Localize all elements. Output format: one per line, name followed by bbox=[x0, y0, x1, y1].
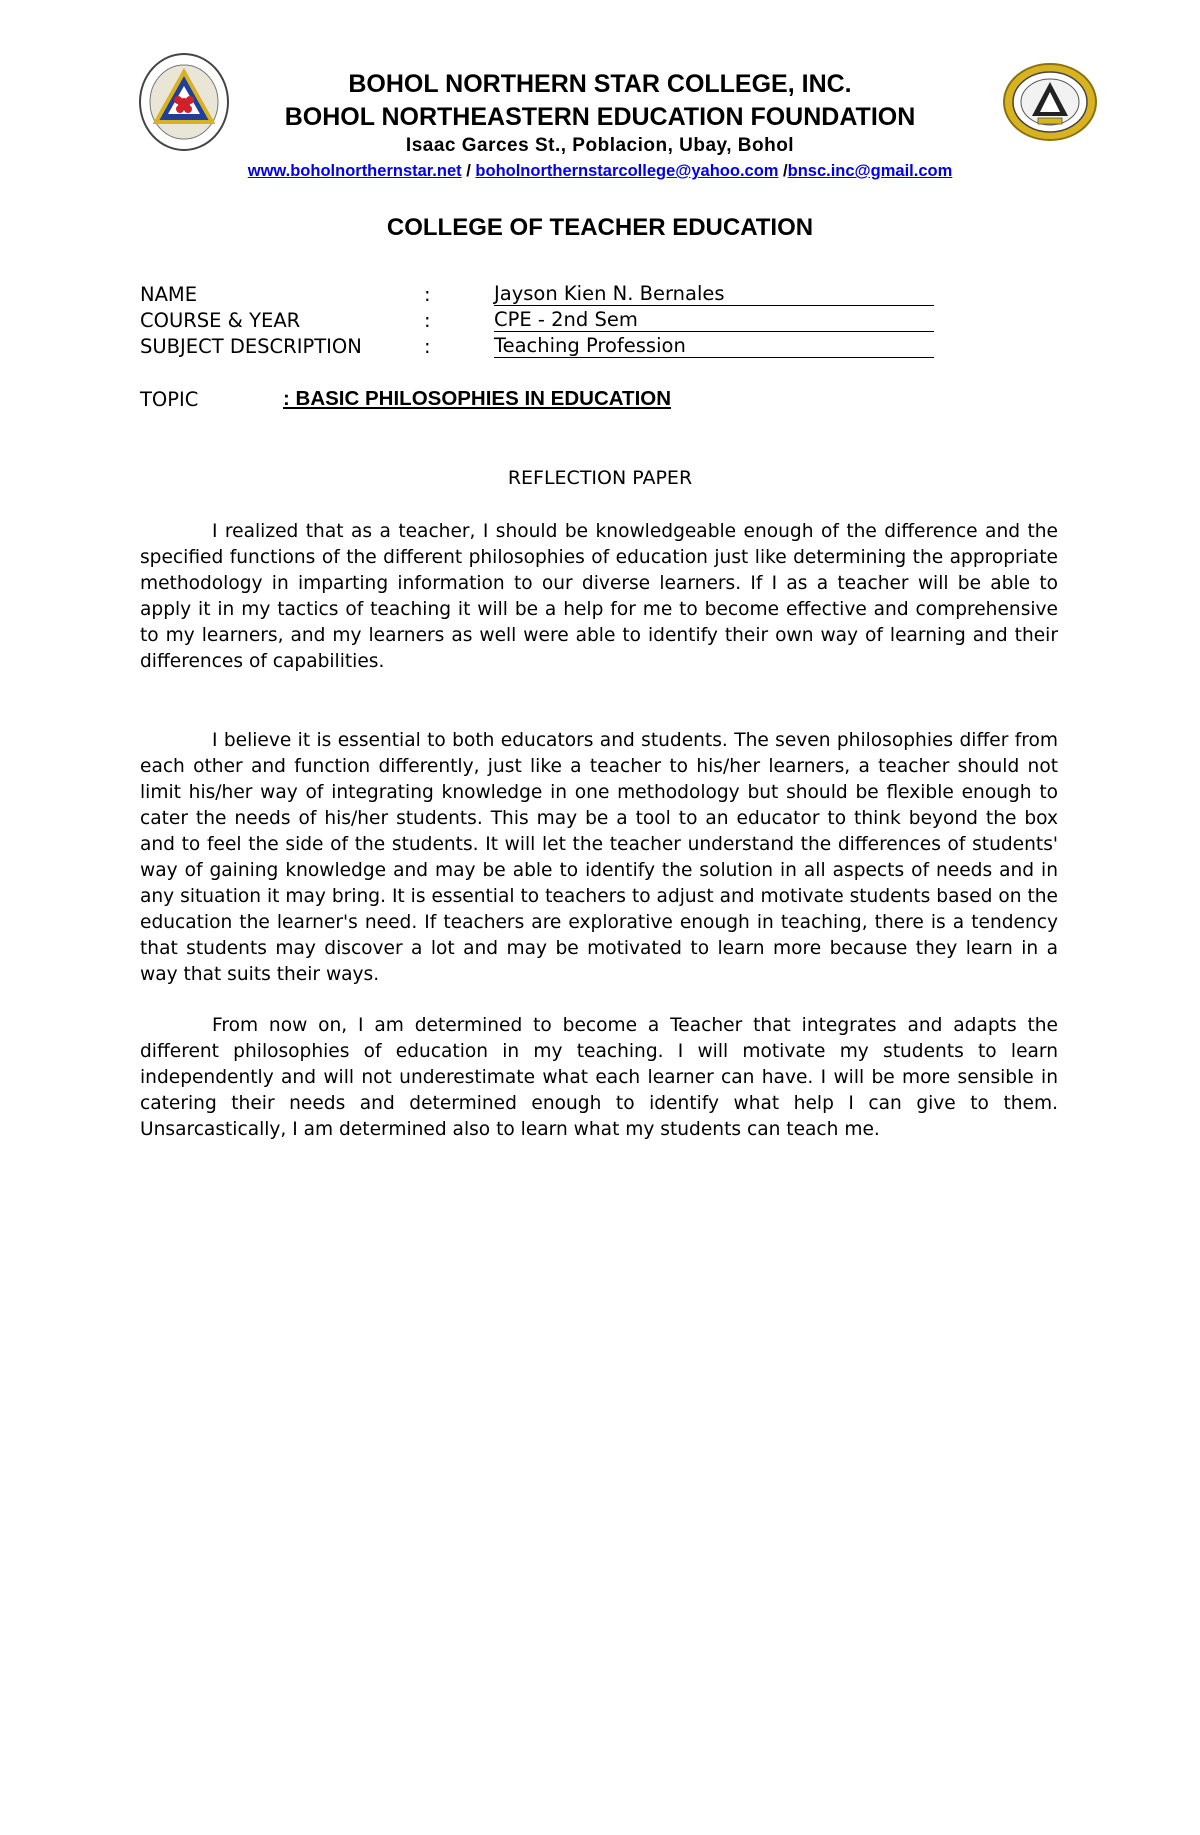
topic-label: TOPIC bbox=[140, 388, 199, 411]
reflection-paper-title: REFLECTION PAPER bbox=[507, 467, 693, 489]
subject-value: Teaching Profession bbox=[494, 335, 934, 358]
subject-label: SUBJECT DESCRIPTION bbox=[140, 335, 362, 358]
address-line: Isaac Garces St., Poblacion, Ubay, Bohol bbox=[405, 135, 795, 156]
paragraph-2: I believe it is essential to both educators and students. The seven philosophies differ from each other and function differently, just like a teacher to his/her learners, a teacher should not limit his/her way of integrating knowledge in one methodology but should be flexible enough to cater the needs of his/her students. This may be a tool to an educator to think beyond the box and to feel the side of the students. It will let the teacher understand the differences of students' way of gaining knowledge and may be able to identify the solution in all aspects of needs and in any situation it may bring. It is essential to teachers to adjust and motivate students based on the education the learner's need. If teachers are explorative enough in teaching, there is a tendency that students may discover a lot and may be motivated to learn more because they learn in a way that suits their ways. bbox=[140, 730, 1058, 985]
yahoo-email-link[interactable]: boholnorthernstarcollege@yahoo.com bbox=[475, 162, 779, 180]
colon: : bbox=[424, 335, 431, 358]
colon: : bbox=[424, 309, 431, 332]
paragraph-3: From now on, I am determined to become a Teacher that integrates and adapts the different philosophies of education in my teaching. I will motivate my students to learn independently and will not underestimate what each learner can have. I will be more sensible in catering their needs and determined enough to identify what help I can give to them. Unsarcastically, I am determined also to learn what my students can teach me. bbox=[140, 1015, 1058, 1140]
department-title: COLLEGE OF TEACHER EDUCATION bbox=[386, 214, 814, 241]
course-value: CPE - 2nd Sem bbox=[494, 309, 934, 332]
gmail-email-link[interactable]: bnsc.inc@gmail.com bbox=[787, 162, 953, 180]
contact-links-line bbox=[0, 162, 1200, 181]
college-name-heading: BOHOL NORTHERN STAR COLLEGE, INC. bbox=[348, 70, 852, 98]
colon: : bbox=[424, 283, 431, 306]
name-value: Jayson Kien N. Bernales bbox=[494, 283, 934, 306]
website-link[interactable]: www.boholnorthernstar.net bbox=[247, 162, 462, 180]
course-label: COURSE & YEAR bbox=[140, 309, 301, 332]
foundation-name-heading: BOHOL NORTHEASTERN EDUCATION FOUNDATION bbox=[284, 103, 916, 131]
link-separator: / bbox=[461, 162, 476, 180]
topic-value: : BASIC PHILOSOPHIES IN EDUCATION bbox=[283, 387, 672, 410]
name-label: NAME bbox=[140, 283, 198, 306]
paragraph-1: I realized that as a teacher, I should be knowledgeable enough of the difference and the specified functions of the different philosophies of education just like determining the appropriate methodology in imparting information to our diverse learners. If I as a teacher will be able to apply it in my tactics of teaching it will be a help for me to become effective and comprehensive to my learners, and my learners as well were able to identify their own way of learning and their differences of capabilities. bbox=[140, 521, 1058, 672]
link-separator: / bbox=[778, 162, 788, 180]
